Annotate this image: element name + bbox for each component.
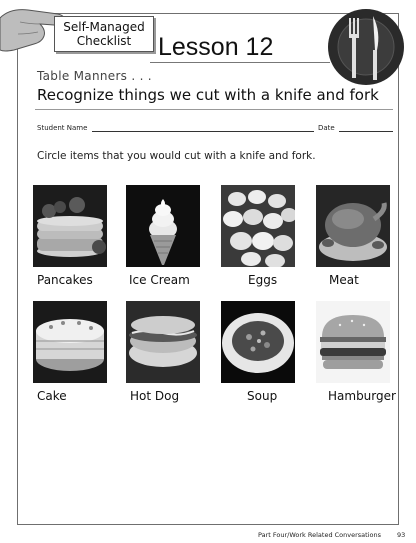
hot-dog-photo[interactable] (126, 301, 200, 383)
page-number: 93 (397, 531, 406, 539)
cake-photo[interactable] (33, 301, 107, 383)
student-name-label: Student Name (37, 124, 88, 132)
soup-photo[interactable] (221, 301, 295, 383)
lesson-title: Lesson 12 (158, 33, 274, 61)
card-line-1: Self-Managed (63, 20, 145, 34)
item-label-hot-dog: Hot Dog (130, 389, 180, 403)
student-name-field[interactable] (92, 131, 314, 132)
meat-photo[interactable] (316, 185, 390, 267)
item-label-eggs: Eggs (248, 273, 278, 287)
date-label: Date (318, 124, 335, 132)
footer-text: Part Four/Work Related Conversations (258, 531, 382, 539)
pancakes-photo[interactable] (33, 185, 107, 267)
item-label-pancakes: Pancakes (37, 273, 93, 287)
item-label-soup: Soup (247, 389, 278, 403)
heading-divider (35, 109, 393, 110)
instruction-text: Circle items that you would cut with a knife and fork. (37, 150, 316, 162)
item-label-cake: Cake (37, 389, 67, 403)
eggs-photo[interactable] (221, 185, 295, 267)
item-label-meat: Meat (329, 273, 359, 287)
ice-cream-photo[interactable] (126, 185, 200, 267)
self-managed-checklist-card (54, 16, 154, 52)
hamburger-photo[interactable] (316, 301, 390, 383)
card-line-2: Checklist (76, 34, 132, 48)
item-label-hamburger: Hamburger (328, 389, 396, 403)
lesson-heading: Recognize things we cut with a knife and fork (37, 86, 379, 104)
title-divider (150, 62, 330, 63)
fork-knife-plate-icon (327, 8, 405, 86)
section-title: Table Manners . . . (37, 69, 152, 83)
date-field[interactable] (339, 131, 393, 132)
item-label-ice-cream: Ice Cream (129, 273, 190, 287)
